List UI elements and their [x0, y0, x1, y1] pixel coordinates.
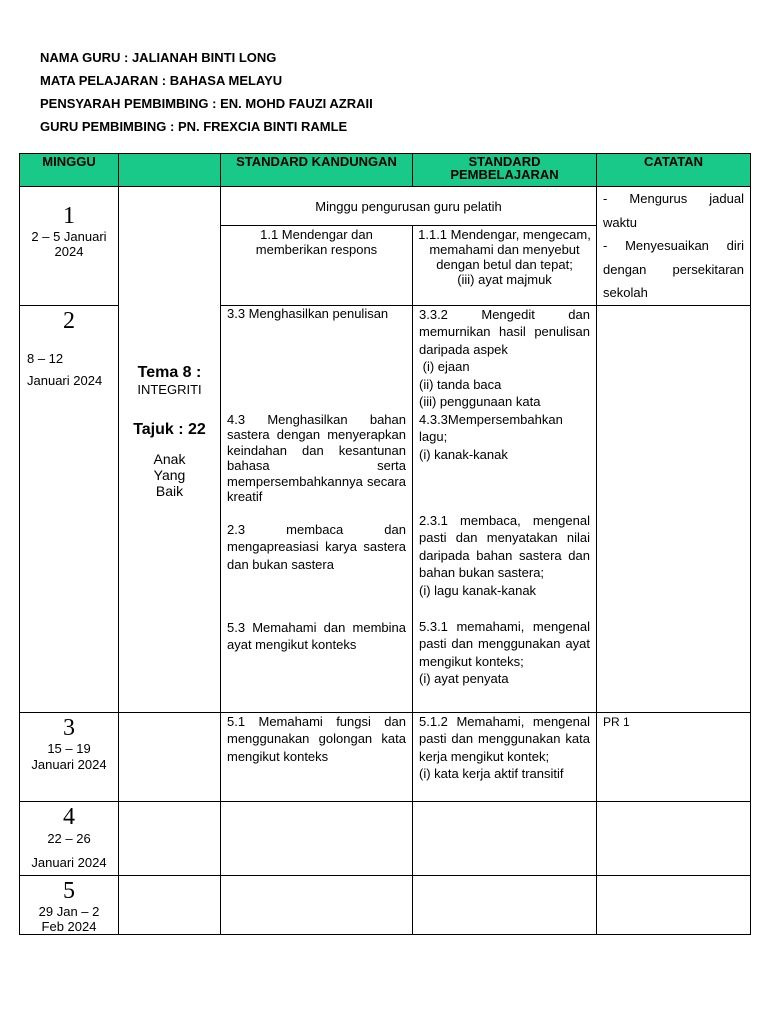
- week1-sp-1: 1.1.1 Mendengar, mengecam, memahami dan menyebut dengan betul dan tepat;: [418, 227, 591, 273]
- week5-cell: [20, 875, 119, 934]
- week1-cat-1: - Mengurus jadual waktu: [603, 191, 744, 230]
- week2-sp-1a: (i) ejaan: [419, 359, 470, 374]
- week2-sk-2: 4.3 Menghasilkan bahan sastera dengan menyerapkan keindahan dan kesantunan bahasa serta mempersembahkannya secara kreatif: [227, 411, 406, 504]
- theme-name: INTEGRITI: [137, 381, 202, 397]
- week5-sp: [413, 875, 597, 934]
- week2-sp-4: 5.3.1 memahami, mengenal pasti dan menggunakan ayat mengikut konteks;: [419, 618, 590, 669]
- week2-number: 2: [63, 307, 75, 334]
- week1-row-a: [20, 187, 751, 226]
- week1-sp-2: (iii) ayat majmuk: [457, 272, 552, 288]
- week3-catatan: PR 1: [597, 712, 751, 801]
- topic-name: Anak Yang Baik: [153, 450, 186, 499]
- week2-date-2: Januari 2024: [27, 372, 103, 388]
- week1-merged-note: Minggu pengurusan guru pelatih: [221, 187, 597, 226]
- week2-catatan: [597, 305, 751, 712]
- week4-number: 4: [63, 803, 75, 830]
- week2-sp-3a: (i) lagu kanak-kanak: [419, 582, 537, 598]
- week4-date-1: 22 – 26: [47, 830, 91, 846]
- header-standard-kandungan: STANDARD KANDUNGAN: [221, 154, 413, 187]
- week4-cell: [20, 801, 119, 875]
- week2-sk-1: 3.3 Menghasilkan penulisan: [227, 305, 389, 321]
- week1-number: 1: [63, 203, 75, 229]
- week1-cat-2: - Menyesuaikan diri dengan persekitaran sekolah: [603, 238, 744, 300]
- week2-sk-3: 2.3 membaca dan mengapreasiasi karya sastera dan bukan sastera: [227, 521, 406, 572]
- week2-sp-3: 2.3.1 membaca, mengenal pasti dan menyatakan nilai daripada bahan sastera dan bahan bukan sastera;: [419, 512, 590, 580]
- week4-catatan: [597, 801, 751, 875]
- week5-theme: [119, 875, 221, 934]
- week5-sk: [221, 875, 413, 934]
- header-row: [20, 154, 751, 187]
- week4-row: [20, 801, 751, 875]
- week1-cell: [20, 187, 119, 306]
- week3-cell: [20, 712, 119, 801]
- week2-sp-2: 4.3.3Mempersembahkan lagu;: [419, 411, 563, 444]
- header-minggu: MINGGU: [20, 154, 119, 187]
- theme-cell: [119, 187, 221, 713]
- week2-sp-2a: (i) kanak-kanak: [419, 446, 508, 462]
- week2-sp-1b: (ii) tanda baca: [419, 376, 502, 392]
- week2-sp-group-2: [413, 512, 596, 600]
- week3-number: 3: [63, 714, 75, 741]
- header-blank: [119, 154, 221, 187]
- week1-sp: [413, 226, 597, 305]
- week4-date-2: Januari 2024: [31, 854, 107, 870]
- week2-sp-group-3: [413, 618, 596, 688]
- week3-sp: [413, 712, 597, 801]
- week2-sk: [221, 305, 413, 712]
- teacher-name: NAMA GURU : JALIANAH BINTI LONG: [40, 50, 277, 65]
- week2-sk-4: 5.3 Memahami dan membina ayat mengikut konteks: [227, 619, 406, 652]
- week5-catatan: [597, 875, 751, 934]
- week4-theme: [119, 801, 221, 875]
- lesson-plan-table: [19, 153, 751, 935]
- week3-sp-1: 5.1.2 Memahami, mengenal pasti dan menggunakan kata kerja mengikut kontek;: [419, 713, 590, 764]
- header-standard-pembelajaran: STANDARD PEMBELAJARAN: [413, 154, 597, 187]
- supervising-lecturer: PENSYARAH PEMBIMBING : EN. MOHD FAUZI AZRAII: [40, 96, 373, 111]
- week3-sp-a: (i) kata kerja aktif transitif: [419, 766, 564, 781]
- week2-cell: [20, 305, 119, 712]
- week5-row: [20, 875, 751, 934]
- week1-catatan: [597, 187, 751, 306]
- week5-number: 5: [63, 877, 75, 904]
- week4-sk: [221, 801, 413, 875]
- week3-row: [20, 712, 751, 801]
- theme-title: Tema 8 :: [137, 363, 202, 381]
- week2-sp-4a: (i) ayat penyata: [419, 671, 509, 686]
- week2-sp-group-1: [413, 306, 596, 464]
- week2-sp-1c: (iii) penggunaan kata: [419, 394, 541, 409]
- week1-sk: 1.1 Mendengar dan memberikan respons: [221, 226, 413, 305]
- week2-date-1: 8 – 12: [27, 350, 64, 366]
- week3-date: 15 – 19 Januari 2024: [31, 740, 107, 772]
- week1-date: 2 – 5 Januari 2024: [31, 229, 107, 259]
- week2-sp-1: 3.3.2 Mengedit dan memurnikan hasil penulisan daripada aspek: [419, 306, 590, 357]
- header-catatan: CATATAN: [597, 154, 751, 187]
- week3-sk: 5.1 Memahami fungsi dan menggunakan golongan kata mengikut konteks: [221, 712, 413, 801]
- week3-theme: [119, 712, 221, 801]
- mentor-teacher: GURU PEMBIMBING : PN. FREXCIA BINTI RAMLE: [40, 119, 348, 134]
- subject: MATA PELAJARAN : BAHASA MELAYU: [40, 73, 283, 88]
- topic-title: Tajuk : 22: [133, 420, 206, 438]
- week2-sp: [413, 305, 597, 712]
- week5-date: 29 Jan – 2 Feb 2024: [38, 903, 100, 934]
- week4-sp: [413, 801, 597, 875]
